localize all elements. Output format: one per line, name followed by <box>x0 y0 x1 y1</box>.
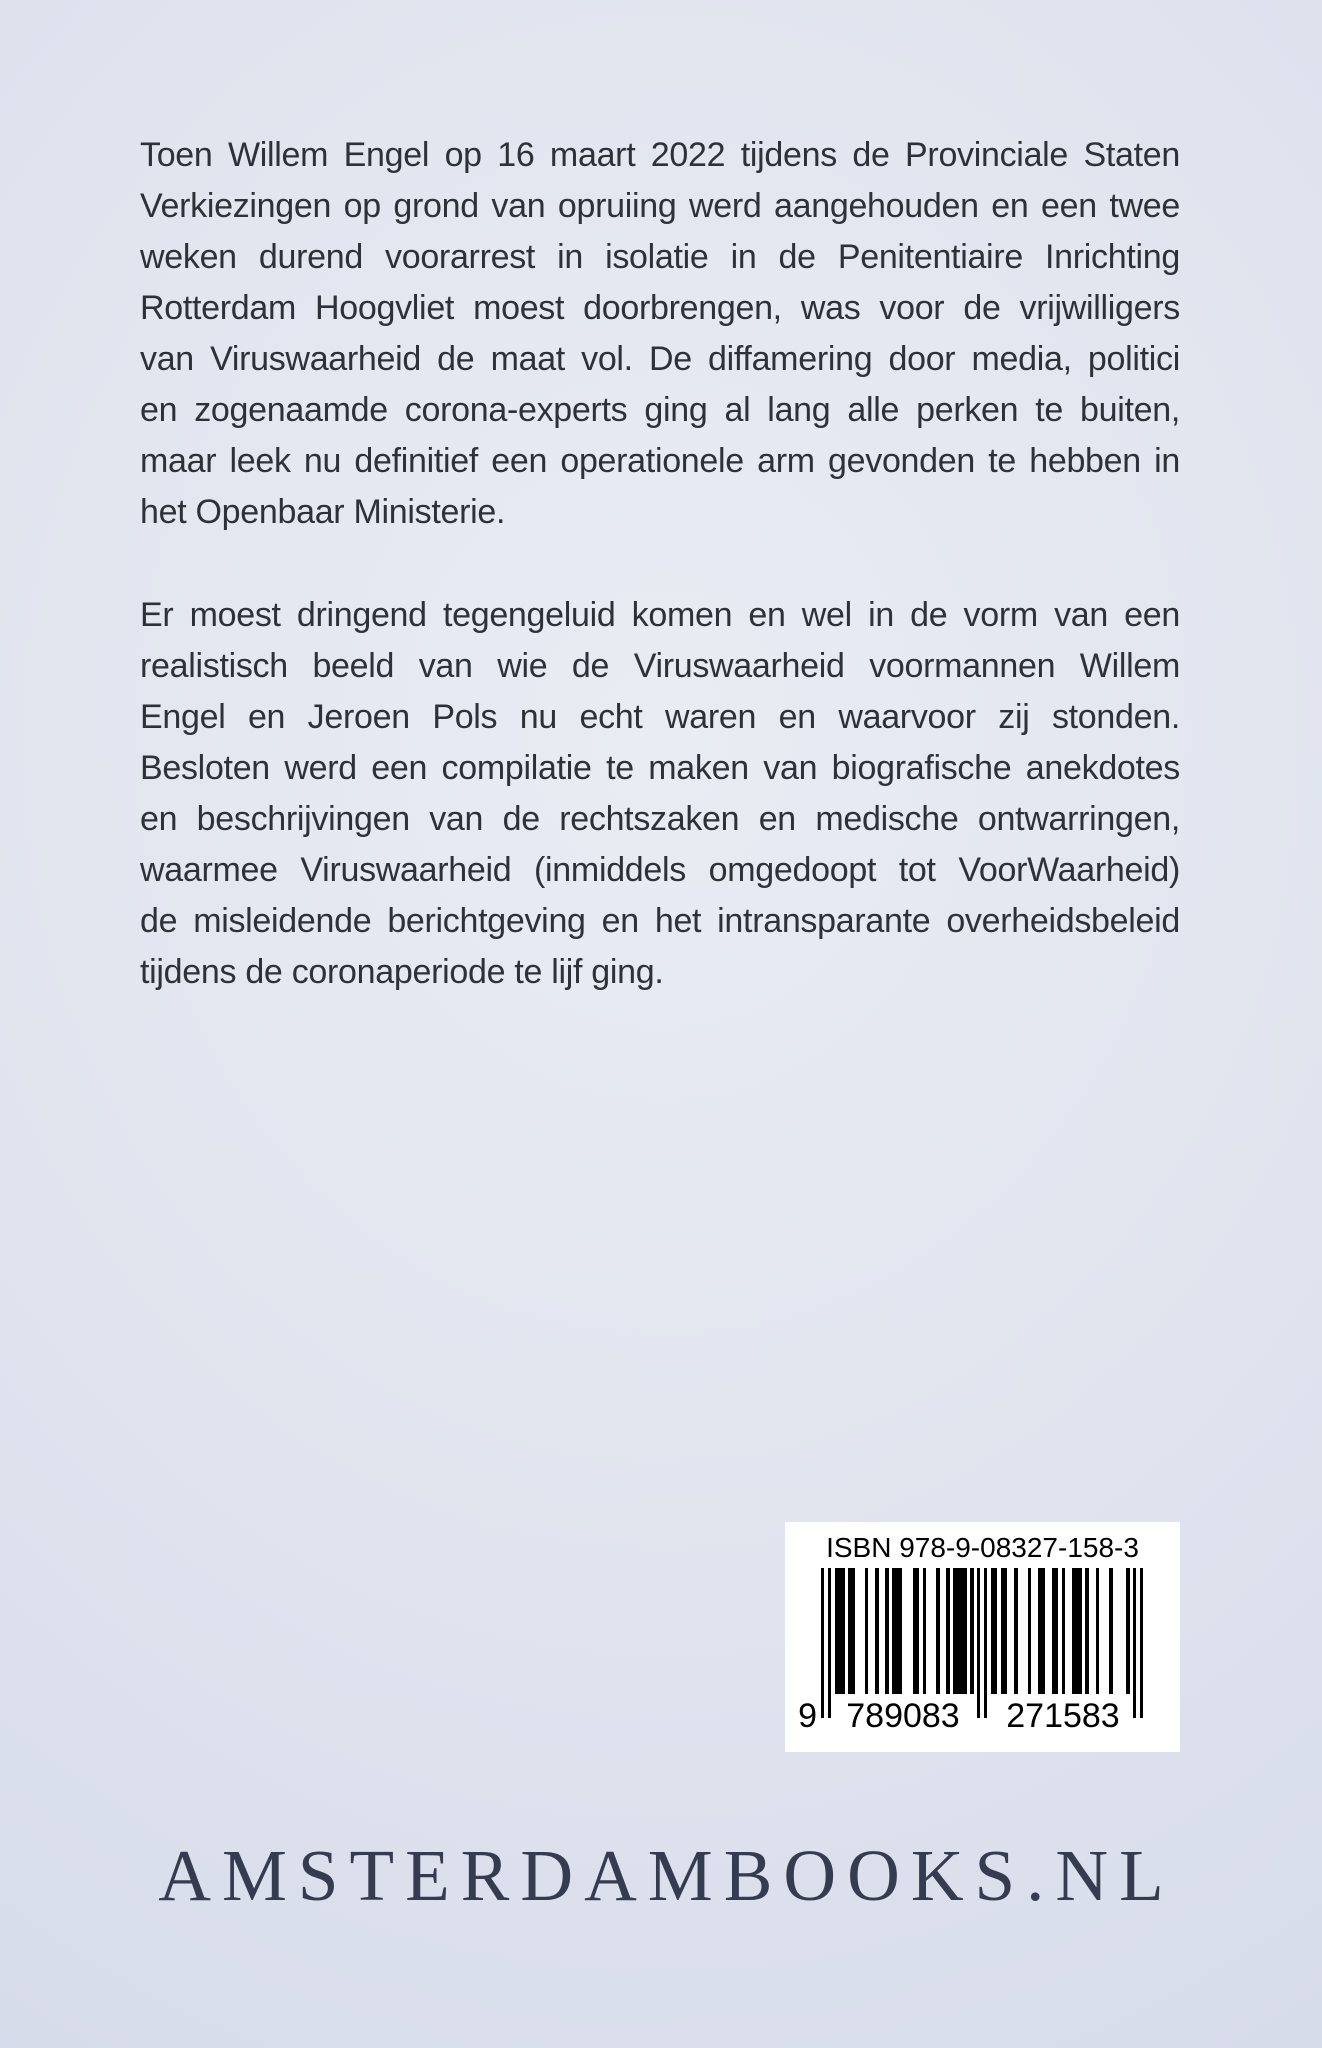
isbn-barcode-box <box>785 1522 1180 1752</box>
text-line: waarmee Viruswaarheid (inmiddels omgedoopt tot VoorWaarheid) <box>140 851 1180 889</box>
barcode-digits-right-group: 271583 <box>1006 1697 1120 1735</box>
text-line: realistisch beeld van wie de Viruswaarheid voormannen Willem <box>140 647 1180 685</box>
text-line: Engel en Jeroen Pols nu echt waren en waarvoor zij stonden. <box>140 698 1180 736</box>
text-line: en zogenaamde corona-experts ging al lang alle perken te buiten, <box>140 391 1180 429</box>
publisher-site-text: AMSTERDAMBOOKS.NL <box>158 1835 1175 1916</box>
text-line: het Openbaar Ministerie. <box>140 493 506 531</box>
text-line: en beschrijvingen van de rechtszaken en medische ontwarringen, <box>140 800 1180 838</box>
text-line: van Viruswaarheid de maat vol. De diffamering door media, politici <box>140 340 1180 378</box>
ean13-barcode <box>798 1568 1144 1748</box>
isbn-label: ISBN 978-9-08327-158-3 <box>826 1532 1139 1563</box>
text-line: Verkiezingen op grond van opruiing werd aangehouden en een twee <box>140 187 1180 225</box>
text-line: Rotterdam Hoogvliet moest doorbrengen, was voor de vrijwilligers <box>140 289 1180 327</box>
text-line: Toen Willem Engel op 16 maart 2022 tijdens de Provinciale Staten <box>140 136 1180 174</box>
paragraph-2 <box>140 590 1180 998</box>
text-line: Besloten werd een compilatie te maken van biografische anekdotes <box>140 749 1180 787</box>
text-line: weken durend voorarrest in isolatie in de Penitentiaire Inrichting <box>140 238 1180 276</box>
text-line: Er moest dringend tegengeluid komen en wel in de vorm van een <box>140 596 1180 634</box>
text-line: de misleidende berichtgeving en het intransparante overheidsbeleid <box>140 902 1180 940</box>
text-line: tijdens de coronaperiode te lijf ging. <box>140 953 664 991</box>
barcode-digit-first: 9 <box>798 1697 817 1735</box>
barcode-digits <box>798 1694 1144 1738</box>
text-line: maar leek nu definitief een operationele arm gevonden te hebben in <box>140 442 1180 480</box>
paragraph-1 <box>140 130 1180 538</box>
blurb-text-block <box>140 130 1180 1756</box>
barcode-digits-left-group: 789083 <box>846 1697 960 1735</box>
barcode-float-area <box>715 1466 1180 1756</box>
